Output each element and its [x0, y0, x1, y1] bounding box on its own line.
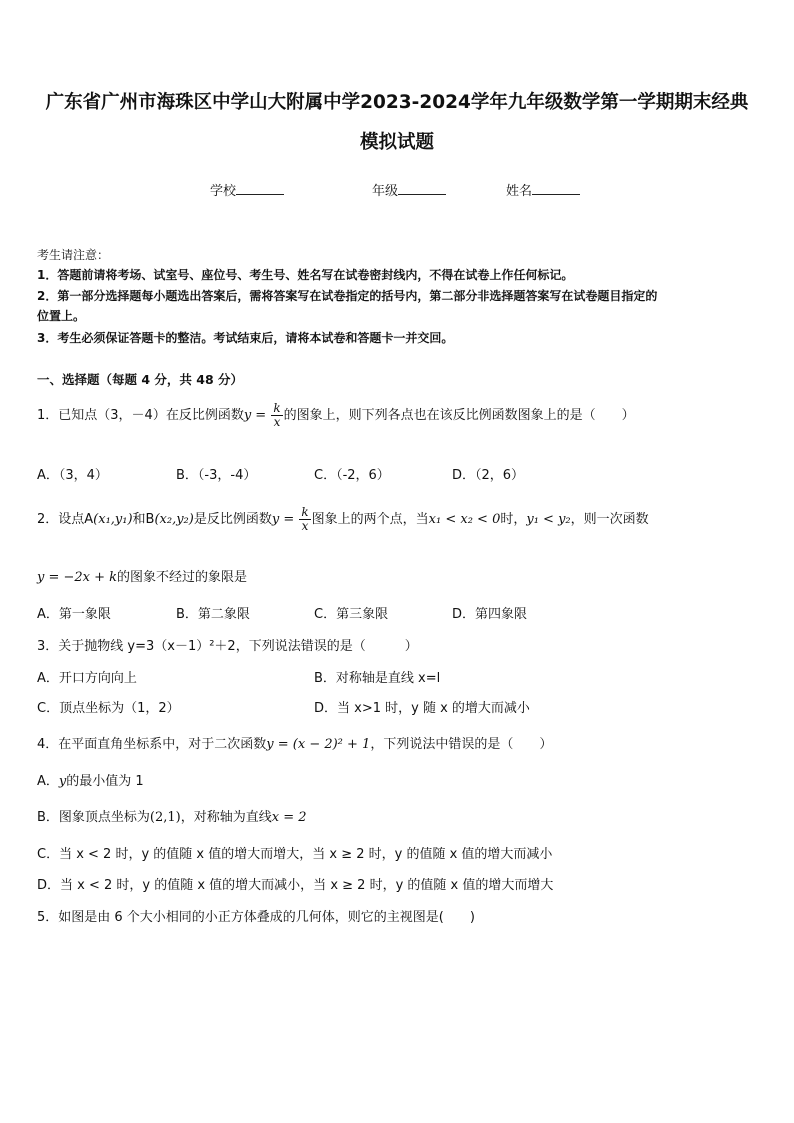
notice-item-2: 2．第一部分选择题每小题选出答案后，需将答案写在试卷指定的括号内，第二部分非选择题答案写在试卷题目指定的 — [37, 289, 658, 303]
q2-linear-func: y = −2x + k — [37, 570, 118, 585]
grade-label: 年级 — [372, 184, 399, 199]
q1-frac-den: x — [273, 415, 281, 429]
q1-option-a[interactable]: A．（3，4） — [37, 468, 108, 483]
q4-option-b[interactable] — [37, 806, 307, 825]
q1-func: y = — [243, 408, 271, 423]
q3-option-a[interactable]: A．开口方向向上 — [37, 671, 137, 686]
q2-stem-post3: ，则一次函数 — [570, 512, 649, 527]
q1-fraction — [271, 402, 282, 429]
q2-option-b[interactable]: B．第二象限 — [176, 607, 250, 622]
name-blank[interactable] — [532, 182, 580, 195]
question-3: 3．关于抛物线 y=3（x－1）²＋2，下列说法错误的是（ ） — [37, 639, 418, 654]
q4-option-b-pre: B．图象顶点坐标为 — [37, 810, 150, 825]
q4-option-b-mid: ，对称轴为直线 — [180, 810, 272, 825]
q2-stem-mid2: 是反比例函数 — [193, 512, 272, 527]
question-5: 5．如图是由 6 个大小相同的小正方体叠成的几何体，则它的主视图是( ) — [37, 910, 475, 925]
q4-option-d[interactable]: D．当 x < 2 时，y 的值随 x 值的增大而减小，当 x ≥ 2 时，y 的值随 x 值的增大而增大 — [37, 878, 554, 893]
q4-option-a-var: y — [58, 774, 67, 789]
q4-option-a[interactable] — [37, 770, 144, 789]
school-blank[interactable] — [236, 182, 284, 195]
question-4 — [37, 733, 552, 752]
q2-option-c[interactable]: C．第三象限 — [314, 607, 389, 622]
q1-stem-post: 的图象上，则下列各点也在该反比例函数图象上的是（ ） — [283, 408, 635, 423]
q3-option-d[interactable]: D．当 x>1 时，y 随 x 的增大而减小 — [314, 701, 530, 716]
grade-blank[interactable] — [398, 182, 446, 195]
q2-line2-text: 的图象不经过的象限是 — [117, 570, 248, 585]
q1-option-c[interactable]: C．（-2，6） — [314, 468, 390, 483]
notice-item-2-cont: 位置上。 — [37, 309, 86, 323]
q4-option-b-vertex: (2,1) — [149, 810, 181, 825]
q4-option-a-text: 的最小值为 1 — [66, 774, 144, 789]
notice-item-3: 3．考生必须保证答题卡的整洁。考试结束后，请将本试卷和答题卡一并交回。 — [37, 331, 454, 345]
q4-option-c[interactable]: C．当 x < 2 时，y 的值随 x 值的增大而增大，当 x ≥ 2 时，y 的值随 x 值的增大而减小 — [37, 847, 553, 862]
name-label: 姓名 — [506, 184, 533, 199]
q2-option-d[interactable]: D．第四象限 — [452, 607, 528, 622]
question-1 — [37, 402, 635, 429]
notice-item-1: 1．答题前请将考场、试室号、座位号、考生号、姓名写在试卷密封线内，不得在试卷上作任何标记。 — [37, 268, 574, 282]
q2-stem-mid1: 和B — [132, 512, 155, 527]
q2-condition-x: x₁ < x₂ < 0 — [428, 512, 501, 527]
exam-title-line1: 广东省广州市海珠区中学山大附属中学2023-2024学年九年级数学第一学期期末经典 — [45, 92, 749, 113]
q4-func: y = (x − 2)² + 1 — [266, 737, 371, 752]
q2-frac-num: k — [301, 505, 309, 519]
q2-fraction — [299, 506, 310, 533]
q2-frac-den: x — [301, 519, 309, 533]
question-2 — [37, 506, 649, 533]
q4-stem-pre: 4．在平面直角坐标系中，对于二次函数 — [37, 737, 267, 752]
q1-option-d[interactable]: D．（2，6） — [452, 468, 525, 483]
q2-stem-pre: 2．设点A — [37, 512, 94, 527]
exam-title-line2: 模拟试题 — [359, 132, 434, 153]
name-field — [506, 180, 580, 199]
school-field — [210, 180, 284, 199]
q2-point-a: (x₁,y₁) — [93, 512, 133, 527]
q1-stem-pre: 1．已知点（3，－4）在反比例函数 — [37, 408, 244, 423]
q2-stem-post2: 时， — [500, 512, 527, 527]
q3-option-b[interactable]: B．对称轴是直线 x=l — [314, 671, 441, 686]
notice-heading: 考生请注意： — [37, 248, 110, 262]
q2-condition-y: y₁ < y₂ — [526, 512, 571, 527]
q1-option-b[interactable]: B．（-3，-4） — [176, 468, 257, 483]
q4-stem-post: ，下列说法中错误的是（ ） — [370, 737, 553, 752]
question-2-line2 — [37, 566, 247, 585]
q4-option-a-label: A． — [37, 774, 59, 789]
q2-func: y = — [271, 512, 299, 527]
section-heading: 一、选择题（每题 4 分，共 48 分） — [37, 372, 244, 387]
q1-frac-num: k — [273, 401, 281, 415]
q2-stem-post1: 图象上的两个点，当 — [311, 512, 429, 527]
q2-option-a[interactable]: A．第一象限 — [37, 607, 111, 622]
q2-point-b: (x₂,y₂) — [154, 512, 194, 527]
grade-field — [372, 180, 446, 199]
q3-option-c[interactable]: C．顶点坐标为（1，2） — [37, 701, 180, 716]
q4-option-b-axis: x = 2 — [271, 810, 307, 825]
school-label: 学校 — [210, 184, 237, 199]
